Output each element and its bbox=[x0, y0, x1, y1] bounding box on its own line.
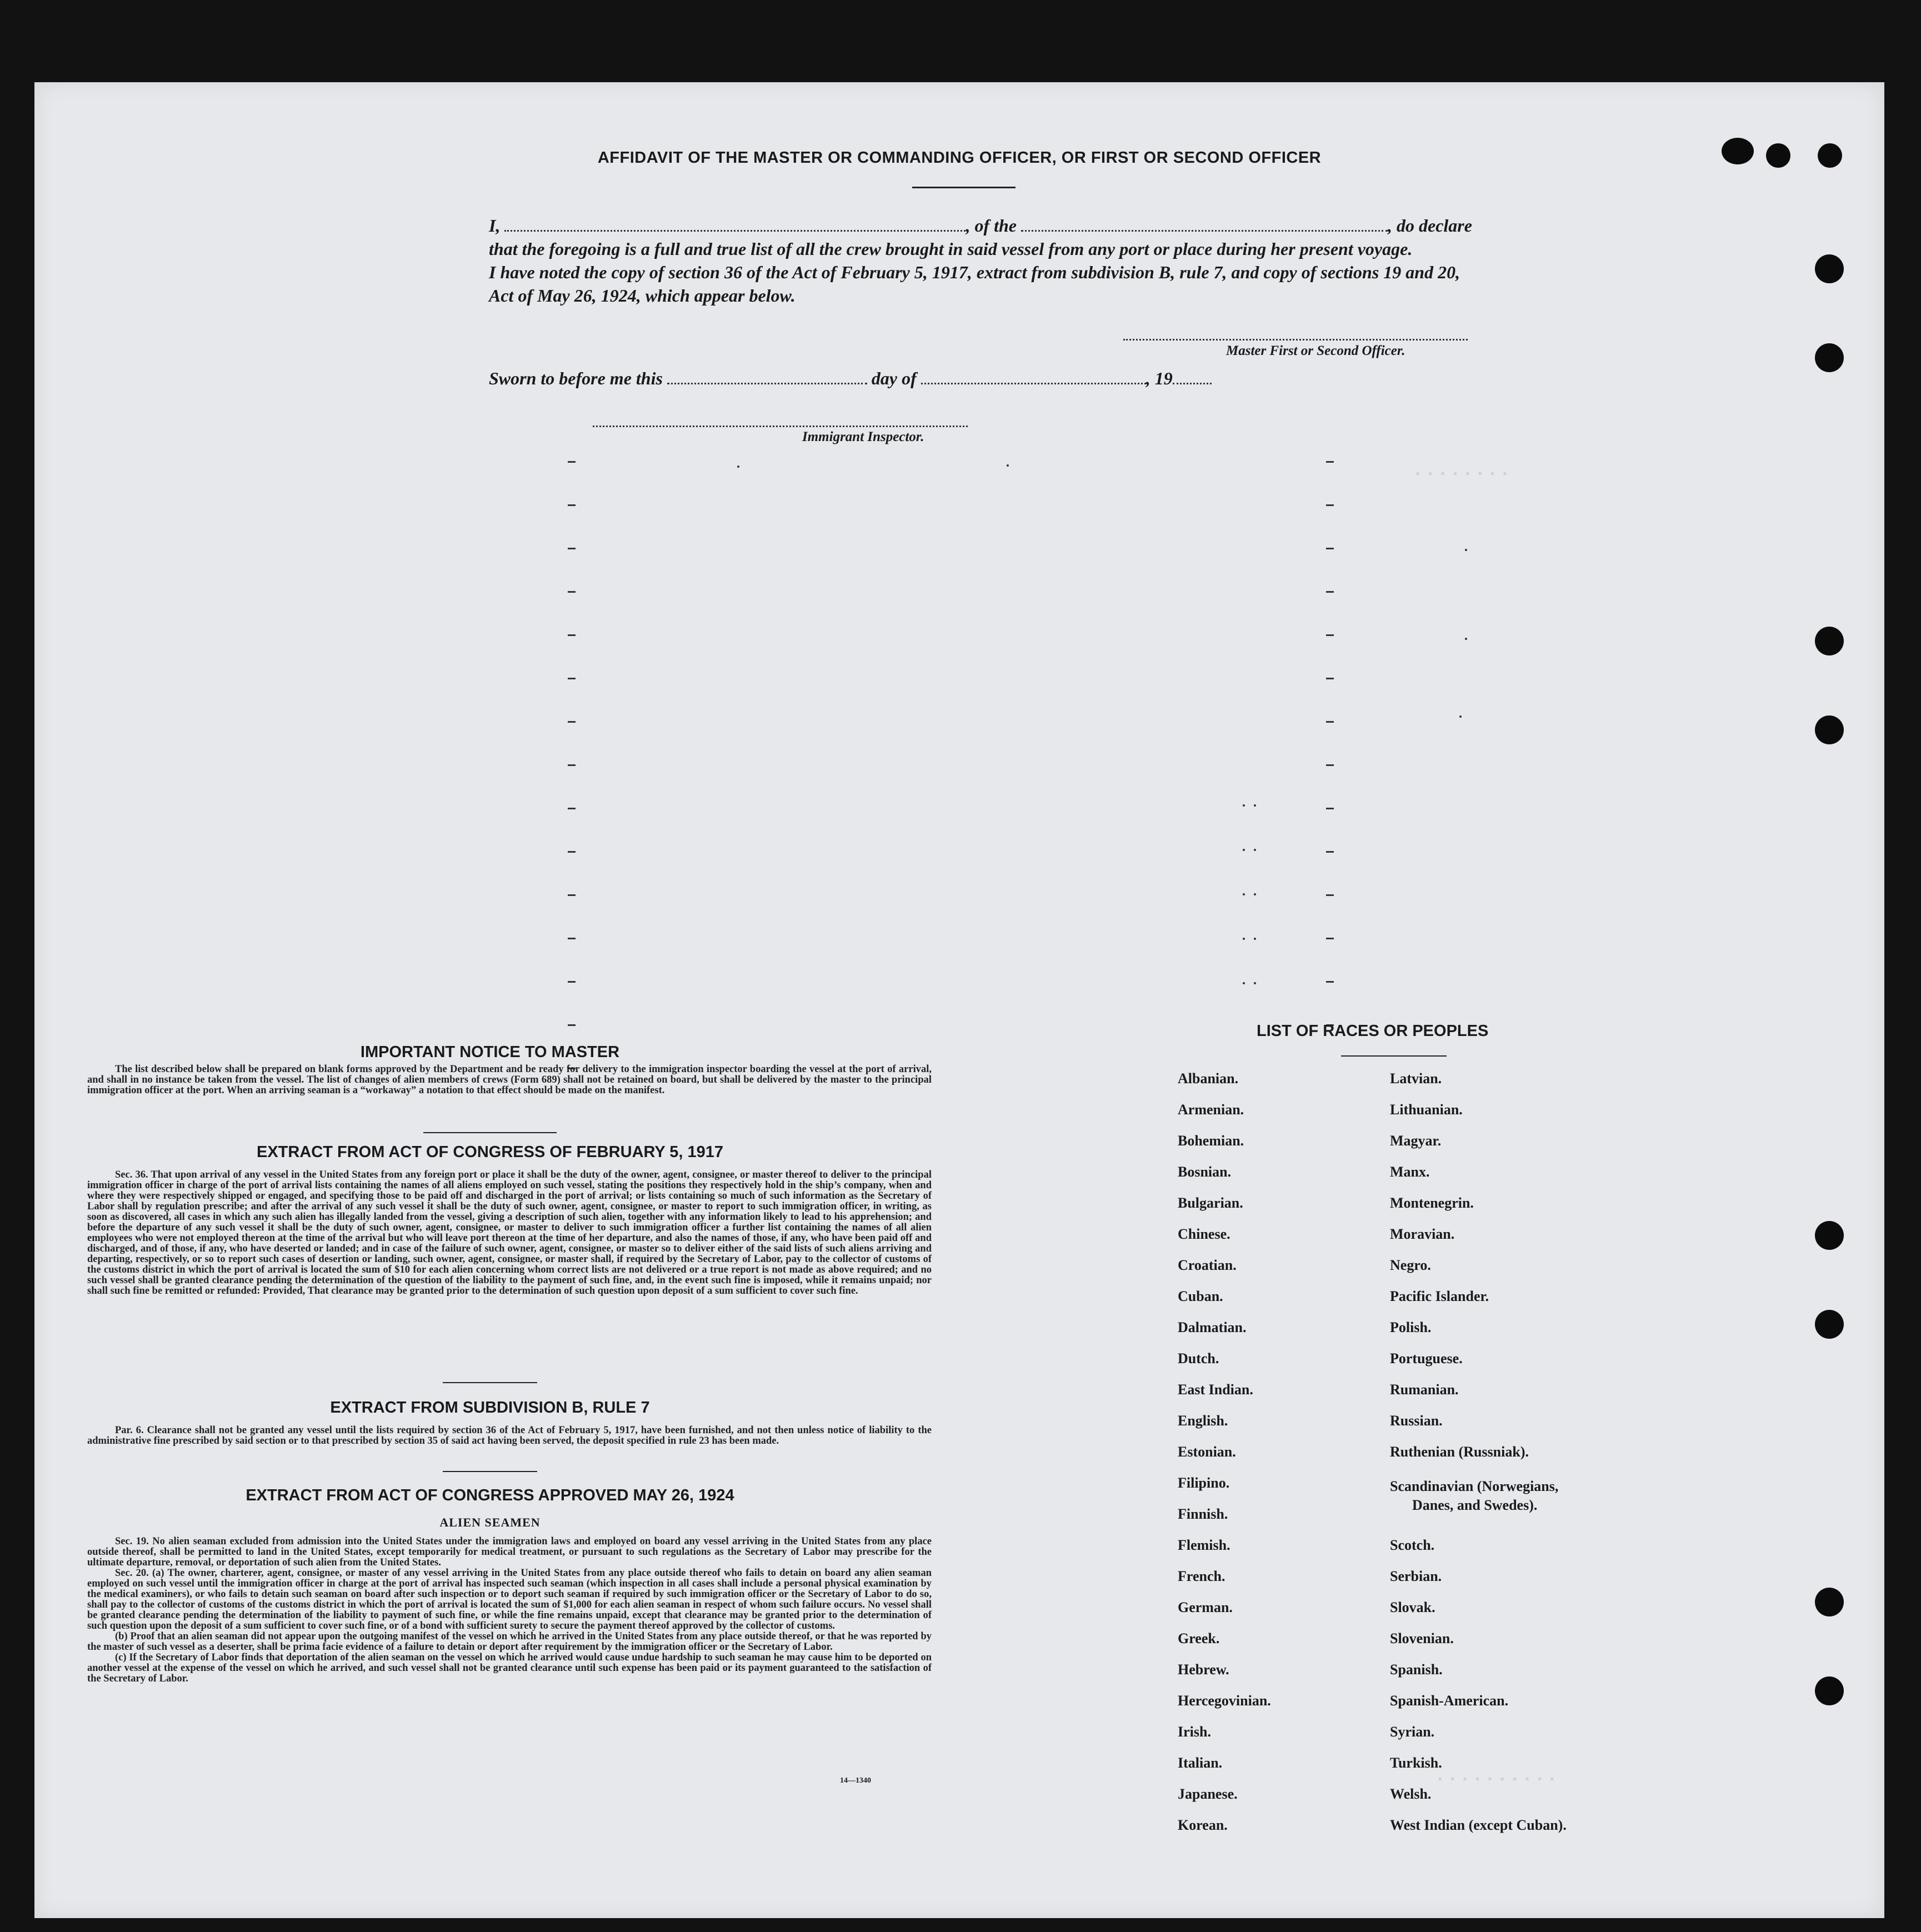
declarant-name-field[interactable] bbox=[504, 216, 965, 232]
punch-hole bbox=[1815, 627, 1844, 655]
punch-hole bbox=[1815, 1310, 1844, 1339]
race-left-1: Albanian. bbox=[1178, 1070, 1239, 1087]
race-left-5: Bulgarian. bbox=[1178, 1195, 1243, 1211]
race-left-20: Hebrew. bbox=[1178, 1661, 1229, 1678]
stray-dot bbox=[1007, 464, 1009, 467]
sec-20a-paragraph: Sec. 20. (a) The owner, charterer, agent, consignee, or master of any vessel arriving in the United States from any place outside thereof who fails to detain on board any alien seaman employed on such vessel until the immigration officer in charge at the port of arrival has inspected such seaman (which inspection in all cases shall include a personal physical examination by the medical examiners), or who fails to detain such seaman on board after such inspection or to deport such seaman if required by such immigration officer or the Secretary of Labor to do so, shall pay to the collector of customs of the customs district in which the port of arrival is located the sum of $1,000 for each alien seaman in respect of whom such failure occurs. No vessel shall be granted clearance pending the determination of the liability to payment of such fine, or while the fine remains unpaid, except that clearance may be granted prior to the determination of such question upon the deposit of a sum sufficient to cover such fine, or of a bond with sufficient surety to secure the payment thereof approved by the collector of customs. bbox=[87, 1568, 932, 1631]
race-left-25: Korean. bbox=[1178, 1817, 1228, 1833]
stray-dash bbox=[568, 851, 576, 853]
stray-dash bbox=[1326, 981, 1334, 983]
stray-dot bbox=[1254, 938, 1256, 940]
race-right-22: Turkish. bbox=[1390, 1755, 1442, 1771]
stray-dash bbox=[568, 678, 576, 679]
notice-paragraph: The list described below shall be prepared on blank forms approved by the Department and be ready for delivery to the immigration inspector boarding the vessel at the port of arrival, and shall in no instance be taken from the vessel. The list of changes of alien members of crews (Form 689) shall not be retained on board, but shall be delivered by the master to the principal immigration officer at the port. When an arriving seaman is a “workaway” a notation to that effect should be made on the manifest. bbox=[87, 1064, 932, 1096]
stray-dash bbox=[1326, 678, 1334, 679]
race-left-16: Flemish. bbox=[1178, 1537, 1230, 1553]
race-left-14: Filipino. bbox=[1178, 1475, 1230, 1491]
stray-dot bbox=[1254, 982, 1256, 984]
races-heading: LIST OF RACES OR PEOPLES bbox=[1257, 1022, 1489, 1040]
race-right-12: Russian. bbox=[1390, 1413, 1443, 1429]
stray-dot bbox=[1243, 938, 1245, 940]
punch-hole bbox=[1815, 715, 1844, 744]
race-right-7: Negro. bbox=[1390, 1257, 1431, 1273]
extract-rule7-heading: EXTRACT FROM SUBDIVISION B, RULE 7 bbox=[330, 1399, 650, 1417]
race-left-17: French. bbox=[1178, 1568, 1225, 1584]
affidavit-line-4: Act of May 26, 1924, which appear below. bbox=[489, 286, 796, 306]
extract-1917-heading: EXTRACT FROM ACT OF CONGRESS OF FEBRUARY 5, 1917 bbox=[256, 1143, 724, 1161]
notice-heading: IMPORTANT NOTICE TO MASTER bbox=[360, 1043, 620, 1061]
sec-36-paragraph: Sec. 36. That upon arrival of any vessel in the United States from any foreign port or place it shall be the duty of the owner, agent, consignee, or master thereof to deliver to the principal immigration officer in charge of the port of arrival lists containing the names of all aliens employed on such vessel, stating the positions they respectively hold in the ship’s company, when and where they were respectively shipped or engaged, and specifying those to be paid off and discharged in the port of arrival; or lists containing so much of such information as the Secretary of Labor shall by regulation prescribe; and after the arrival of any such vessel it shall be the duty of such owner, agent, consignee, or master to report to such immigration officer, in writing, as soon as discovered, all cases in which any such alien has illegally landed from the vessel, giving a description of such alien, together with any information likely to lead to his apprehension; and before the departure of any such vessel it shall be the duty of such owner, agent, consignee, or master to deliver to such immigration officer a further list containing the names of all alien employees who were not employed thereon at the time of the arrival but who will leave port thereon at the time of her departure, and also the names of those, if any, who have been paid off and discharged, and of those, if any, who have deserted or landed; and in case of the failure of such owner, agent, consignee, or master so to deliver either of the said lists of such aliens arriving and departing, respectively, or so to report such cases of desertion or landing, such owner, agent, consignee, or master shall, if required by the Secretary of Labor, pay to the collector of customs of the customs district in which the port of arrival is located the sum of $10 for each alien concerning whom correct lists are not delivered or a true report is not made as above required; and no such vessel shall be granted clearance pending the determination of the question of the liability to the payment of such fine, and, in the event such fine is imposed, while it remains unpaid; nor shall such fine be remitted or refunded: Provided, That clearance may be granted prior to the determination of such question upon deposit of a sum sufficient to cover such fine. bbox=[87, 1169, 932, 1297]
of-the-text: , of the bbox=[965, 216, 1017, 236]
sworn-day-field[interactable] bbox=[667, 368, 867, 384]
race-right-10: Portuguese. bbox=[1390, 1350, 1463, 1367]
stray-dash bbox=[568, 721, 576, 723]
par-6-paragraph: Par. 6. Clearance shall not be granted any vessel until the lists required by section 36 of the Act of February 5, 1917, have been furnished, and not then unless notice of liability to the administrative fine prescribed by said section or to that prescribed by section 35 of said act having been served, the deposit specified in rule 23 has been made. bbox=[87, 1425, 932, 1447]
punch-hole bbox=[1815, 1221, 1844, 1250]
stray-dash bbox=[1326, 634, 1334, 636]
stray-dash bbox=[1326, 591, 1334, 593]
stray-dash bbox=[568, 764, 576, 766]
race-left-23: Italian. bbox=[1178, 1755, 1223, 1771]
title-rule bbox=[912, 187, 1015, 188]
punch-hole bbox=[1815, 1676, 1844, 1705]
section-rule bbox=[443, 1471, 537, 1472]
punch-hole bbox=[1815, 343, 1844, 372]
stray-dash bbox=[1326, 938, 1334, 939]
affidavit-title: AFFIDAVIT OF THE MASTER OR COMMANDING OFFICER, OR FIRST OR SECOND OFFICER bbox=[597, 149, 1322, 167]
extract-1924-text bbox=[87, 1536, 932, 1684]
race-right-20: Spanish-American. bbox=[1390, 1693, 1509, 1709]
stray-dash bbox=[568, 591, 576, 593]
day-of-text: day of bbox=[871, 368, 917, 388]
race-right-11: Rumanian. bbox=[1390, 1382, 1459, 1398]
race-left-19: Greek. bbox=[1178, 1630, 1220, 1646]
master-caption: Master First or Second Officer. bbox=[1226, 343, 1405, 358]
race-right-3: Magyar. bbox=[1390, 1133, 1442, 1149]
race-right-6: Moravian. bbox=[1390, 1226, 1455, 1242]
race-right-4: Manx. bbox=[1390, 1164, 1430, 1180]
stray-dash bbox=[568, 461, 576, 463]
stray-dot bbox=[1254, 804, 1256, 807]
race-right-19: Spanish. bbox=[1390, 1661, 1443, 1678]
race-right-5: Montenegrin. bbox=[1390, 1195, 1474, 1211]
stray-dot bbox=[1465, 549, 1467, 551]
race-left-7: Croatian. bbox=[1178, 1257, 1237, 1273]
race-right-13: Ruthenian (Russniak). bbox=[1390, 1444, 1529, 1460]
race-right-16: Serbian. bbox=[1390, 1568, 1442, 1584]
punch-hole bbox=[1818, 143, 1842, 168]
alien-seamen-subheading: ALIEN SEAMEN bbox=[439, 1515, 541, 1529]
inspector-signature-line[interactable] bbox=[593, 426, 968, 427]
stray-dash bbox=[1326, 851, 1334, 853]
stray-dash bbox=[1326, 548, 1334, 549]
declare-text: , do declare bbox=[1388, 216, 1472, 236]
stray-dash bbox=[568, 504, 576, 506]
race-left-10: Dutch. bbox=[1178, 1350, 1219, 1367]
year-prefix: , 19 bbox=[1145, 368, 1173, 388]
stray-dash bbox=[1326, 808, 1334, 809]
sec-20b-paragraph: (b) Proof that an alien seaman did not appear upon the outgoing manifest of the vessel on which he arrived in the United States from any place outside thereof, or that he was reported by the master of such vessel as a deserter, shall be prima facie evidence of a failure to detain or deport after requirement by the immigration officer or the Secretary of Labor. bbox=[87, 1631, 932, 1653]
stray-dot bbox=[1459, 715, 1462, 718]
section-rule bbox=[423, 1132, 557, 1133]
races-rule bbox=[1341, 1055, 1447, 1057]
stray-dot bbox=[1243, 849, 1245, 851]
race-left-15: Finnish. bbox=[1178, 1506, 1228, 1522]
affidavit-line-1 bbox=[489, 216, 1472, 236]
stray-dot bbox=[1243, 982, 1245, 984]
stray-dash bbox=[1326, 894, 1334, 896]
stray-dash bbox=[568, 808, 576, 809]
sworn-text: Sworn to before me this bbox=[489, 368, 663, 388]
inspector-caption: Immigrant Inspector. bbox=[802, 429, 924, 444]
punch-hole bbox=[1766, 143, 1790, 168]
affidavit-line-2: that the foregoing is a full and true list of all the crew brought in said vessel from any port or place during her present voyage. bbox=[489, 239, 1413, 259]
race-right-17: Slovak. bbox=[1390, 1599, 1435, 1615]
stray-dot bbox=[1254, 893, 1256, 895]
sworn-year-field[interactable] bbox=[1173, 368, 1212, 384]
stray-dot bbox=[1243, 893, 1245, 895]
declarant-prefix: I, bbox=[489, 216, 501, 236]
show-through-mark: ........ bbox=[1412, 460, 1512, 481]
race-right-8: Pacific Islander. bbox=[1390, 1288, 1489, 1304]
sworn-month-field[interactable] bbox=[921, 368, 1146, 384]
sworn-line bbox=[489, 368, 1212, 389]
stray-dash bbox=[568, 1024, 576, 1026]
punch-hole bbox=[1815, 254, 1844, 283]
race-left-12: English. bbox=[1178, 1413, 1228, 1429]
race-right-14b: Danes, and Swedes). bbox=[1412, 1497, 1538, 1513]
race-right-23: Welsh. bbox=[1390, 1786, 1432, 1802]
race-left-11: East Indian. bbox=[1178, 1382, 1253, 1398]
stray-dash bbox=[1326, 461, 1334, 463]
master-signature-line[interactable] bbox=[1123, 339, 1468, 341]
punch-hole bbox=[1815, 1588, 1844, 1616]
document-page bbox=[34, 82, 1884, 1918]
stray-dash bbox=[1326, 721, 1334, 723]
race-left-13: Estonian. bbox=[1178, 1444, 1236, 1460]
race-left-21: Hercegovinian. bbox=[1178, 1693, 1271, 1709]
punch-hole bbox=[1722, 138, 1754, 164]
stray-dot bbox=[1254, 849, 1256, 851]
race-right-14: Scandinavian (Norwegians, bbox=[1390, 1478, 1559, 1494]
race-right-21: Syrian. bbox=[1390, 1724, 1435, 1740]
race-left-4: Bosnian. bbox=[1178, 1164, 1232, 1180]
extract-1924-heading: EXTRACT FROM ACT OF CONGRESS APPROVED MAY 26, 1924 bbox=[246, 1486, 734, 1504]
race-left-22: Irish. bbox=[1178, 1724, 1211, 1740]
stray-dash bbox=[568, 938, 576, 939]
race-left-3: Bohemian. bbox=[1178, 1133, 1244, 1149]
section-rule bbox=[443, 1382, 537, 1383]
race-left-8: Cuban. bbox=[1178, 1288, 1223, 1304]
show-through-mark: .......... bbox=[1434, 1765, 1559, 1786]
race-right-15: Scotch. bbox=[1390, 1537, 1435, 1553]
stray-dash bbox=[568, 981, 576, 983]
stray-dash bbox=[1326, 764, 1334, 766]
notice-text bbox=[87, 1064, 932, 1096]
stray-dash bbox=[568, 894, 576, 896]
sec-20c-paragraph: (c) If the Secretary of Labor finds that deportation of the alien seaman on the vessel on which he arrived would cause undue hardship to such seaman he may cause him to be deported on another vessel at the expense of the vessel on which he arrived, and such vessel shall not be granted clearance until such expense has been paid or its payment guaranteed to the satisfaction of the Secretary of Labor. bbox=[87, 1652, 932, 1684]
stray-dot bbox=[1243, 804, 1245, 807]
race-left-24: Japanese. bbox=[1178, 1786, 1238, 1802]
extract-rule7-text bbox=[87, 1425, 932, 1447]
form-number: 14—1340 bbox=[840, 1776, 871, 1785]
stray-dot bbox=[737, 466, 739, 468]
race-left-18: German. bbox=[1178, 1599, 1233, 1615]
stray-dot bbox=[1465, 638, 1467, 640]
race-left-6: Chinese. bbox=[1178, 1226, 1230, 1242]
race-left-9: Dalmatian. bbox=[1178, 1319, 1247, 1335]
extract-1917-text bbox=[87, 1170, 932, 1297]
stray-dash bbox=[1326, 504, 1334, 506]
race-right-1: Latvian. bbox=[1390, 1070, 1442, 1087]
vessel-name-field[interactable] bbox=[1021, 216, 1388, 232]
race-right-18: Slovenian. bbox=[1390, 1630, 1454, 1646]
stray-dash bbox=[568, 548, 576, 549]
race-right-9: Polish. bbox=[1390, 1319, 1432, 1335]
race-left-2: Armenian. bbox=[1178, 1102, 1244, 1118]
race-right-24: West Indian (except Cuban). bbox=[1390, 1817, 1567, 1833]
affidavit-line-3: I have noted the copy of section 36 of the Act of February 5, 1917, extract from subdivision B, rule 7, and copy of sections 19 and 20, bbox=[489, 262, 1460, 282]
sec-19-paragraph: Sec. 19. No alien seaman excluded from admission into the United States under the immigration laws and employed on board any vessel arriving in the United States from any place outside thereof, shall be permitted to land in the United States, except temporarily for medical treatment, or pursuant to such regulations as the Secretary of Labor may prescribe for the ultimate departure, removal, or deportation of such alien from the United States. bbox=[87, 1536, 932, 1568]
race-right-2: Lithuanian. bbox=[1390, 1102, 1463, 1118]
stray-dash bbox=[568, 634, 576, 636]
